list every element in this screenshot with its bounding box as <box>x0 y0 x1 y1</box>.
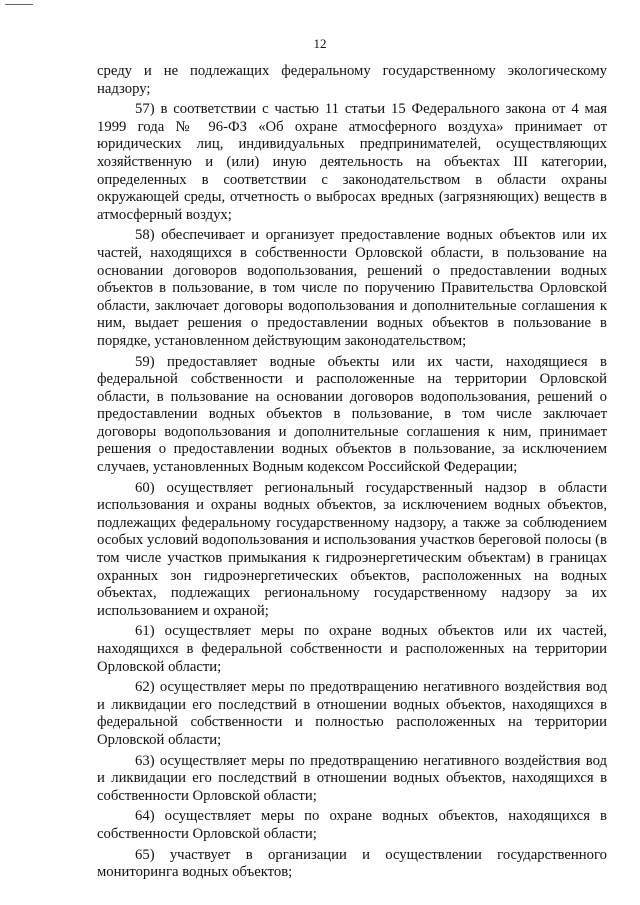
paragraph-59: 59) предоставляет водные объекты или их части, находящиеся в федеральной собственности и расположенные на территории Орловской области, в пользование на основании договоров водопользования, решений о предоставлении водных объектов в пользование, в том числе заключает договоры водопользования и дополнительные соглашения к ним, принимает решения о предоставлении водных объектов в пользование, за исключением случаев, установленных Водным кодексом Российской Федерации; <box>97 353 607 476</box>
paragraph-60: 60) осуществляет региональный государственный надзор в области использования и охраны водных объектов, за исключением водных объектов, подлежащих федеральному государственному надзору, а также за соблюдением особых условий водопользования и использования участков береговой полосы (в том числе участков примыкания к гидроэнергетическим объектам) в границах охранных зон гидроэнергетических объектов, расположенных на водных объектах, подлежащих региональному государственному надзору за их использованием и охраной; <box>97 479 607 619</box>
paragraph-61: 61) осуществляет меры по охране водных объектов или их частей, находящихся в федеральной собственности и расположенных на территории Орловской области; <box>97 623 607 675</box>
paragraph-57: 57) в соответствии с частью 11 статьи 15 Федерального закона от 4 мая 1999 года № 96-ФЗ «Об охране атмосферного воздуха» принимает от юридических лиц, индивидуальных предпринимателей, осуществляющих хозяйственную и (или) иную деятельность на объектах III категории, определенных в соответствии с законодательством в области охраны окружающей среды, отчетность о выбросах вредных (загрязняющих) веществ в атмосферный воздух; <box>97 101 607 223</box>
document-body <box>97 63 607 885</box>
paragraph-64: 64) осуществляет меры по охране водных объектов, находящихся в собственности Орловской области; <box>97 808 607 842</box>
scan-corner-mark <box>5 4 33 5</box>
paragraph-65: 65) участвует в организации и осуществлении государственного мониторинга водных объектов; <box>97 846 607 881</box>
paragraph-58: 58) обеспечивает и организует предоставление водных объектов или их частей, находящихся в собственности Орловской области, в пользование на основании договоров водопользования, решений о предоставлении водных объектов в пользование, в том числе по поручению Правительства Орловской области, заключает договоры водопользования и дополнительные соглашения к ним, выдает решения о предоставлении водных объектов в пользование в порядке, установленном действующим законодательством; <box>97 227 607 349</box>
paragraph-62: 62) осуществляет меры по предотвращению негативного воздействия вод и ликвидации его последствий в отношении водных объектов, находящихся в федеральной собственности и полностью расположенных на территории Орловской области; <box>97 679 607 748</box>
paragraph-continuation: среду и не подлежащих федеральному государственному экологическому надзору; <box>97 63 607 97</box>
paragraph-63: 63) осуществляет меры по предотвращению негативного воздействия вод и ликвидации его последствий в отношении водных объектов, находящихся в собственности Орловской области; <box>97 752 607 804</box>
page-number: 12 <box>313 36 327 51</box>
